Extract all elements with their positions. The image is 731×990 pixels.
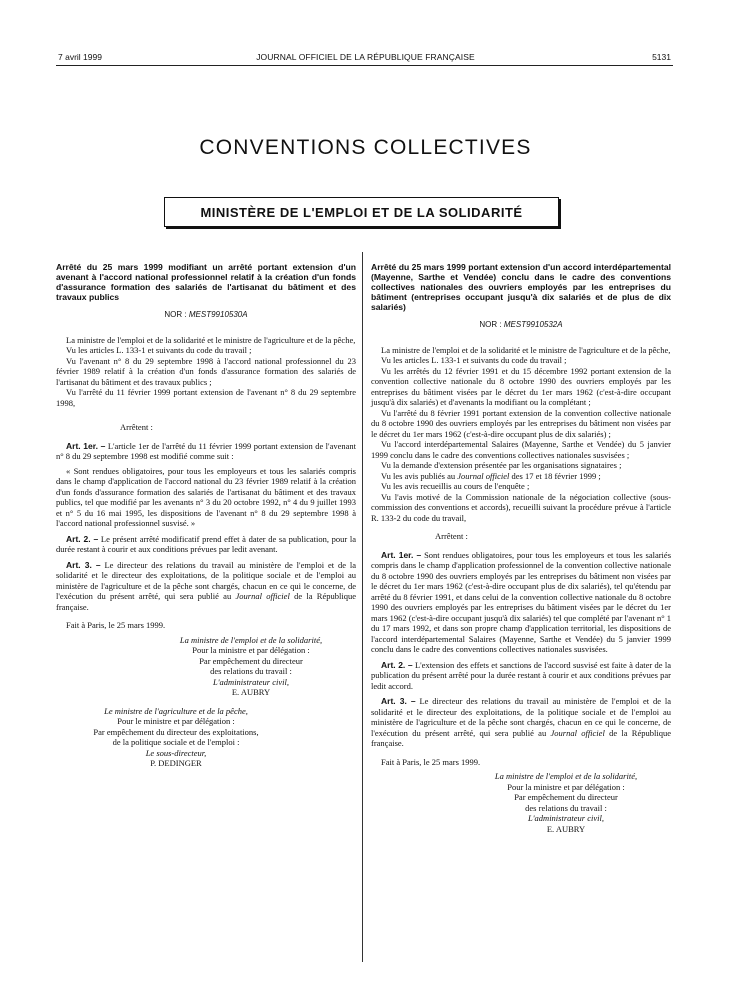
right-visa-8: Vu l'avis motivé de la Commission nationale de la négociation collective (sous-commission des conventions et accords), recueilli suivant la procédure prévue à l'article R. 133-2 du code du travail,	[371, 491, 671, 523]
right-art1-label: Art. 1er. –	[381, 549, 422, 560]
left-nor	[56, 310, 356, 321]
ministry-name: MINISTÈRE DE L'EMPLOI ET DE LA SOLIDARITÉ	[200, 204, 523, 220]
header-date: 7 avril 1999	[58, 52, 102, 62]
ministry-box	[164, 197, 559, 227]
right-sig1-line3: des relations du travail :	[525, 802, 607, 813]
right-sig1-name: E. AUBRY	[546, 823, 586, 834]
left-preamble: La ministre de l'emploi et de la solidarité et le ministre de l'agriculture et de la pêche,	[66, 334, 356, 345]
left-arretent: Arrêtent :	[120, 422, 153, 432]
right-visa-5: Vu la demande d'extension présentée par les organisations signataires ;	[381, 460, 622, 470]
left-article-2	[56, 534, 356, 555]
left-art2-text: Le présent arrêté modificatif prend effet à dater de sa publication, pour la durée restant à courir et aux conditions prévues par ledit avenant.	[56, 533, 356, 554]
left-sig1-line1: Pour la ministre et par délégation :	[192, 645, 310, 655]
right-decree-heading: Arrêté du 25 mars 1999 portant extension d'un accord interdépartemental (Mayenne, Sarthe et Vendée) conclu dans le cadre des conventions collectives nationales des ouvriers employés par les entreprises du bâtiment (entreprises occupant jusqu'à dix salariés et de plus de dix salariés)	[371, 262, 671, 312]
left-art3-jo: Journal officiel	[235, 591, 290, 601]
left-visa-3: Vu l'arrêté du 11 février 1999 portant extension de l'avenant n° 8 du 29 septembre 1998,	[56, 387, 356, 408]
header-page-number: 5131	[652, 52, 671, 62]
right-article-2	[371, 660, 671, 692]
left-sig1-name: E. AUBRY	[231, 687, 271, 697]
left-sig1-title: La ministre de l'emploi et de la solidarité,	[179, 634, 323, 645]
left-decree-heading: Arrêté du 25 mars 1999 modifiant un arrêté portant extension d'un avenant à l'accord national professionnel relatif à la création d'un fonds d'assurance formation des salariés de l'artisanat du bâtiment et des travaux publics	[56, 262, 356, 302]
left-sig2-name: P. DEDINGER	[150, 758, 202, 768]
right-sig1-line2: Par empêchement du directeur	[514, 792, 618, 802]
left-art2-label: Art. 2. –	[66, 533, 99, 544]
left-sig2-line1: Pour le ministre et par délégation :	[117, 716, 235, 726]
header-rule	[56, 65, 673, 66]
left-sig2-title: Le ministre de l'agriculture et de la pêche,	[104, 705, 248, 716]
left-article-3	[56, 560, 356, 613]
right-art2-text: L'extension des effets et sanctions de l'accord susvisé est faite à dater de la publication du présent arrêté pour la durée restant à courir et aux conditions prévues par ledit accord.	[371, 659, 672, 691]
left-art3-text-b: de la République française.	[56, 591, 356, 612]
left-sig1-line2: Par empêchement du directeur	[199, 655, 303, 666]
right-visa-2: Vu les arrêtés du 12 février 1991 et du 15 décembre 1992 portant extension de la convention collective nationale du 8 octobre 1990 des ouvriers employés par les entreprises du bâtiment visées par le décret du 1er mars 1962 (c'est-à-dire occupant jusqu'à dix salariés) et d'avenants la modifiant ou la complétant ;	[371, 365, 671, 407]
left-art3-text-a: Le directeur des relations du travail au ministère de l'emploi et de la solidarité et le directeur des exploitations, de la politique sociale et de l'emploi au ministère de l'agriculture et de la pêche sont chargés, chacun en ce qui le concerne, de l'exécution du présent arrêté, qui sera publié au	[56, 559, 356, 601]
page-header	[0, 52, 731, 64]
right-visa-6-b: des 17 et 18 février 1999 ;	[511, 470, 601, 481]
right-visa-6-jo: Journal officiel	[457, 470, 510, 481]
right-art3-text-a: Le directeur des relations du travail au ministère de l'emploi et de la solidarité et le directeur des exploitations, de la politique sociale et de l'emploi au ministère de l'agriculture et de la pêche sont chargés, chacun en ce qui le concerne, de l'exécution du présent arrêté, qui sera publié au	[371, 696, 671, 738]
right-art2-label: Art. 2. –	[381, 659, 413, 670]
right-nor-label: NOR :	[479, 320, 502, 329]
right-column	[371, 262, 671, 834]
right-nor	[371, 320, 671, 331]
right-sig1-line4: L'administrateur civil,	[528, 813, 604, 823]
left-sig1-line4: L'administrateur civil,	[213, 676, 289, 687]
page-title: CONVENTIONS COLLECTIVES	[199, 136, 532, 159]
right-visa-1: Vu les articles L. 133-1 et suivants du code du travail ;	[381, 355, 567, 365]
right-nor-code: MEST9910532A	[503, 320, 563, 329]
left-art1-label: Art. 1er. –	[66, 440, 106, 451]
left-fait: Fait à Paris, le 25 mars 1999.	[66, 620, 166, 630]
left-article-1	[56, 441, 356, 462]
left-nor-label: NOR :	[164, 310, 187, 319]
left-column	[56, 262, 356, 769]
right-arretent: Arrêtent :	[435, 531, 468, 541]
left-sig1-line3: des relations du travail :	[210, 666, 292, 676]
left-art1-text: L'article 1er de l'arrêté du 11 février 1999 portant extension de l'avenant n° 8 du 29 septembre 1998 est modifié comme suit :	[56, 440, 356, 461]
right-article-1	[371, 550, 671, 655]
left-nor-code: MEST9910530A	[188, 310, 248, 319]
left-article-1-quote: « Sont rendues obligatoires, pour tous les employeurs et tous les salariés compris dans le champ d'application de l'accord national du 23 février 1989 relatif à la création d'un fonds d'assurance formation des salariés de l'artisanat du bâtiment et des travaux publics, tel que modifié par les avenants n° 3 du 20 octobre 1992, n° 4 du 9 juillet 1993 et n° 5 du 16 mai 1995, les dispositions de l'avenant n° 8 du 29 septembre 1998 à l'accord national professionnel susvisé. »	[56, 465, 356, 528]
left-art3-label: Art. 3. –	[66, 559, 101, 570]
right-art1-text: Sont rendues obligatoires, pour tous les employeurs et tous les salariés compris dans le champ d'application professionnel de la convention collective nationale du 8 octobre 1990 des ouvriers employés par les entreprises du bâtiment non visées par le décret du 1er mars 1962 (c'est-à-dire occupant plus de dix salariés), tel qu'étendu par arrêté du 8 février 1991, et dans celui de la convention collective nationale du 8 octobre 1990 des ouvriers employés par les entreprises du bâtiment visées par le décret du 1er mars 1962 (c'est-à-dire occupant jusqu'à dix salariés) tel que complété par l'avenant n° 1 du 17 mars 1992, et dans son propre champ d'application territorial, les dispositions de l'accord interdépartemental Salaires (Mayenne, Sarthe et Vendée) du 5 janvier 1999 conclu dans le cadre des conventions collectives nationales susvisées.	[371, 549, 671, 654]
left-visa-2: Vu l'avenant n° 8 du 29 septembre 1998 à l'accord national professionnel du 23 février 1989 relatif à la création d'un fonds d'assurance formation des salariés de l'artisanat du bâtiment et des travaux publics ;	[56, 355, 356, 387]
right-visa-6	[371, 471, 671, 482]
right-sig1-title: La ministre de l'emploi et de la solidarité,	[494, 771, 638, 781]
left-sig2-line4: Le sous-directeur,	[145, 747, 207, 758]
right-visa-3: Vu l'arrêté du 8 février 1991 portant extension de la convention collective nationale du 8 octobre 1990 des ouvriers employés par les entreprises du bâtiment non visées par le décret du 1er mars 1962 (c'est-à-dire occupant plus de dix salariés) ;	[371, 407, 671, 439]
right-preamble: La ministre de l'emploi et de la solidarité et le ministre de l'agriculture et de la pêche,	[381, 344, 671, 355]
right-visa-6-a: Vu les avis publiés au	[381, 470, 456, 481]
left-sig2-line2: Par empêchement du directeur des exploitations,	[93, 726, 259, 737]
left-sig2-line3: de la politique sociale et de l'emploi :	[112, 737, 240, 747]
right-article-3	[371, 696, 671, 749]
header-journal-title: JOURNAL OFFICIEL DE LA RÉPUBLIQUE FRANÇAISE	[256, 52, 475, 62]
right-fait: Fait à Paris, le 25 mars 1999.	[381, 756, 481, 767]
left-visa-1: Vu les articles L. 133-1 et suivants du code du travail ;	[66, 345, 252, 355]
right-art3-jo: Journal officiel	[550, 727, 605, 738]
right-visa-7: Vu les avis recueillis au cours de l'enquête ;	[381, 481, 530, 491]
column-divider	[362, 252, 363, 962]
right-art3-label: Art. 3. –	[381, 696, 416, 706]
right-sig1-line1: Pour la ministre et par délégation :	[507, 781, 625, 792]
right-art3-text-b: de la République française.	[371, 727, 671, 748]
right-visa-4: Vu l'accord interdépartemental Salaires (Mayenne, Sarthe et Vendée) du 5 janvier 1999 conclu dans le cadre des conventions collectives nationales susvisées ;	[371, 439, 671, 460]
